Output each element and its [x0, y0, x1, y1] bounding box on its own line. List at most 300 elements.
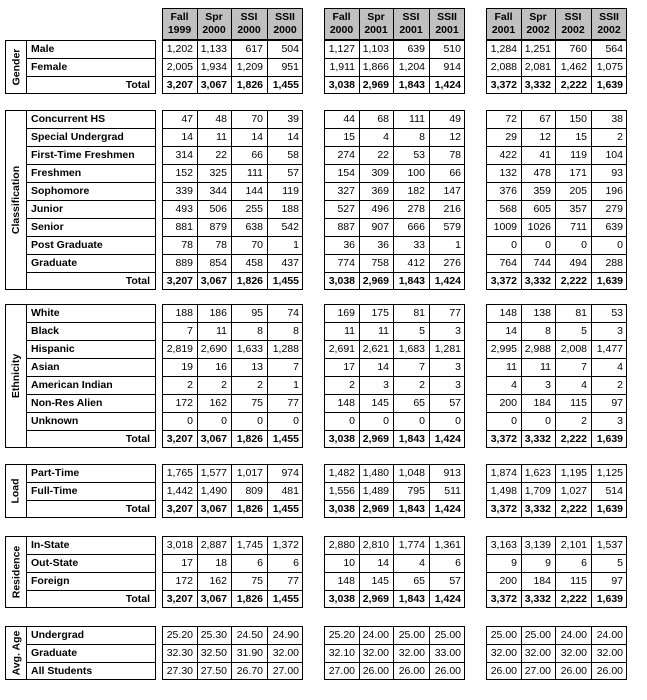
table-cell: 15 [575, 131, 587, 143]
table-cell: 437 [281, 257, 299, 269]
table-cell: 78 [215, 239, 227, 251]
section-title [5, 626, 27, 680]
table-cell: 26.00 [434, 665, 461, 677]
table-cell: 17 [343, 361, 355, 373]
section-title-text: Gender [10, 48, 23, 86]
table-cell: 1,639 [596, 593, 623, 605]
table-cell: 184 [533, 575, 551, 587]
table-cell: 2,621 [362, 343, 389, 355]
table-cell: 3 [383, 379, 389, 391]
table-cell: 147 [443, 185, 461, 197]
table-cell: 182 [407, 185, 425, 197]
table-cell: 344 [209, 185, 227, 197]
table-cell: 1,288 [272, 343, 299, 355]
table-cell: 1,843 [398, 503, 425, 515]
table-cell: 711 [570, 221, 587, 233]
table-cell: 2,969 [362, 593, 389, 605]
table-cell: 3,038 [328, 275, 355, 287]
table-cell: 1,372 [272, 539, 299, 551]
column-header-year: 1999 [167, 24, 192, 36]
column-divider [591, 304, 592, 448]
table-cell: 154 [337, 167, 355, 179]
table-cell: 1,480 [362, 467, 389, 479]
table-cell: 53 [413, 149, 425, 161]
table-cell: 25.20 [166, 629, 193, 641]
table-cell: 1,455 [272, 593, 299, 605]
table-cell: 68 [377, 113, 389, 125]
table-cell: 11 [506, 361, 517, 373]
column-divider [393, 536, 394, 608]
table-cell: 11 [216, 131, 227, 143]
column-divider [555, 626, 556, 680]
table-cell: 184 [533, 397, 551, 409]
column-divider [393, 304, 394, 448]
table-cell: 255 [245, 203, 263, 215]
table-cell: 666 [407, 221, 425, 233]
table-cell: 25.00 [434, 629, 461, 641]
table-cell: 369 [371, 185, 389, 197]
table-cell: 506 [209, 203, 227, 215]
row-label: Graduate [31, 257, 78, 269]
row-label: Asian [31, 361, 60, 373]
column-divider [231, 464, 232, 518]
table-cell: 605 [533, 203, 551, 215]
table-cell: 81 [413, 307, 425, 319]
table-cell: 3 [617, 415, 623, 427]
table-cell: 2,081 [524, 61, 551, 73]
table-cell: 78 [181, 239, 193, 251]
table-cell: 24.00 [560, 629, 587, 641]
table-cell: 77 [287, 575, 299, 587]
table-cell: 75 [251, 397, 263, 409]
table-cell: 11 [540, 361, 551, 373]
table-cell: 889 [175, 257, 193, 269]
table-cell: 3,207 [166, 593, 193, 605]
row-label: Full-Time [31, 485, 78, 497]
table-cell: 33.00 [434, 647, 461, 659]
table-cell: 26.70 [236, 665, 263, 677]
table-cell: 1,133 [200, 43, 227, 55]
table-cell: 65 [413, 575, 425, 587]
row-label: Black [31, 325, 60, 337]
table-cell: 169 [337, 307, 355, 319]
column-divider [197, 464, 198, 518]
table-cell: 8 [257, 325, 263, 337]
table-cell: 3,067 [200, 503, 227, 515]
column-header-year: 2001 [364, 24, 388, 36]
table-cell: 3,372 [490, 593, 517, 605]
table-cell: 0 [581, 239, 587, 251]
table-cell: 132 [499, 167, 517, 179]
table-cell: 2,880 [328, 539, 355, 551]
table-cell: 16 [215, 361, 227, 373]
table-cell: 97 [611, 397, 623, 409]
table-cell: 29 [505, 131, 517, 143]
table-cell: 2,810 [362, 539, 389, 551]
table-cell: 568 [499, 203, 517, 215]
table-cell: 481 [281, 485, 299, 497]
table-cell: 57 [449, 575, 461, 587]
row-label: In-State [31, 539, 70, 551]
table-cell: 148 [337, 575, 355, 587]
table-cell: 879 [209, 221, 227, 233]
table-cell: 0 [419, 415, 425, 427]
table-cell: 22 [215, 149, 227, 161]
table-cell: 3 [455, 361, 461, 373]
table-cell: 7 [581, 361, 587, 373]
table-cell: 12 [449, 131, 461, 143]
table-cell: 2 [257, 379, 263, 391]
row-label: Female [31, 61, 68, 73]
table-cell: 1,424 [434, 79, 461, 91]
total-row-label: Total [125, 593, 150, 605]
table-cell: 8 [419, 131, 425, 143]
table-cell: 93 [611, 167, 623, 179]
column-divider [555, 110, 556, 290]
table-cell: 44 [343, 113, 355, 125]
table-cell: 47 [181, 113, 193, 125]
table-cell: 278 [407, 203, 425, 215]
table-cell: 53 [611, 307, 623, 319]
table-cell: 564 [605, 43, 623, 55]
column-divider [591, 40, 592, 94]
header-group-border [324, 8, 465, 40]
table-cell: 14 [251, 131, 263, 143]
table-cell: 0 [221, 415, 227, 427]
row-label: All Students [31, 665, 93, 677]
table-cell: 854 [209, 257, 227, 269]
table-cell: 510 [443, 43, 461, 55]
table-cell: 4 [617, 361, 623, 373]
table-cell: 0 [257, 415, 263, 427]
table-cell: 1,826 [236, 275, 263, 287]
table-cell: 913 [443, 467, 461, 479]
table-cell: 2,088 [490, 61, 517, 73]
table-cell: 3,018 [166, 539, 193, 551]
table-cell: 27.30 [166, 665, 193, 677]
section-title [5, 304, 27, 448]
table-cell: 2,691 [328, 343, 355, 355]
column-divider [521, 304, 522, 448]
column-divider [429, 8, 430, 40]
table-cell: 3,207 [166, 433, 193, 445]
table-cell: 3,372 [490, 503, 517, 515]
table-cell: 32.00 [398, 647, 425, 659]
table-cell: 422 [499, 149, 517, 161]
column-divider [393, 110, 394, 290]
table-cell: 2,222 [560, 593, 587, 605]
table-cell: 115 [570, 397, 587, 409]
table-cell: 38 [611, 113, 623, 125]
table-cell: 3,038 [328, 433, 355, 445]
table-cell: 1,639 [596, 503, 623, 515]
table-cell: 22 [377, 149, 389, 161]
table-cell: 1,361 [434, 539, 461, 551]
column-divider [555, 40, 556, 94]
table-cell: 14 [377, 361, 389, 373]
column-divider [197, 304, 198, 448]
column-header-year: 2000 [273, 24, 297, 36]
table-cell: 1,866 [362, 61, 389, 73]
table-cell: 7 [187, 325, 193, 337]
table-cell: 1,284 [490, 43, 517, 55]
table-cell: 27.00 [272, 665, 299, 677]
table-cell: 3 [545, 379, 551, 391]
total-row-label: Total [125, 433, 150, 445]
table-cell: 1,442 [166, 485, 193, 497]
table-cell: 18 [215, 557, 227, 569]
table-cell: 514 [605, 485, 623, 497]
table-cell: 881 [175, 221, 193, 233]
table-cell: 2,222 [560, 275, 587, 287]
column-divider [231, 40, 232, 94]
table-cell: 1,774 [398, 539, 425, 551]
table-cell: 66 [251, 149, 263, 161]
table-cell: 188 [175, 307, 193, 319]
table-cell: 638 [245, 221, 263, 233]
table-cell: 17 [181, 557, 193, 569]
table-cell: 0 [349, 415, 355, 427]
table-cell: 9 [511, 557, 517, 569]
table-cell: 32.50 [200, 647, 227, 659]
table-cell: 1,490 [200, 485, 227, 497]
table-cell: 744 [533, 257, 551, 269]
table-cell: 77 [287, 397, 299, 409]
table-cell: 1,482 [328, 467, 355, 479]
table-cell: 2,969 [362, 275, 389, 287]
table-cell: 1,462 [560, 61, 587, 73]
column-divider [231, 304, 232, 448]
table-cell: 1,911 [329, 61, 355, 73]
table-cell: 2 [349, 379, 355, 391]
column-divider [393, 40, 394, 94]
column-header-term: SSII [275, 11, 295, 23]
column-divider [267, 40, 268, 94]
row-label: American Indian [31, 379, 113, 391]
table-cell: 27.00 [524, 665, 551, 677]
table-cell: 200 [499, 575, 517, 587]
table-cell: 6 [257, 557, 263, 569]
table-cell: 14 [505, 325, 517, 337]
table-cell: 1,633 [236, 343, 263, 355]
column-divider [591, 110, 592, 290]
table-cell: 5 [419, 325, 425, 337]
table-cell: 1,826 [236, 593, 263, 605]
table-cell: 1,455 [272, 503, 299, 515]
table-cell: 115 [570, 575, 587, 587]
table-cell: 1,209 [236, 61, 263, 73]
table-cell: 70 [251, 239, 263, 251]
column-divider [555, 304, 556, 448]
header-group-border [486, 8, 627, 40]
column-divider [197, 110, 198, 290]
table-cell: 14 [181, 131, 193, 143]
column-header-term: SSI [402, 11, 420, 23]
table-cell: 1,537 [596, 539, 623, 551]
table-cell: 3,067 [200, 593, 227, 605]
column-divider [393, 464, 394, 518]
column-divider [521, 536, 522, 608]
table-cell: 97 [611, 575, 623, 587]
table-cell: 3,067 [200, 433, 227, 445]
column-divider [231, 8, 232, 40]
table-cell: 3,038 [328, 79, 355, 91]
table-cell: 145 [371, 397, 389, 409]
table-cell: 907 [371, 221, 389, 233]
table-cell: 186 [209, 307, 227, 319]
table-cell: 2,969 [362, 433, 389, 445]
table-cell: 2 [617, 131, 623, 143]
table-cell: 2,969 [362, 503, 389, 515]
table-cell: 6 [455, 557, 461, 569]
table-cell: 2,995 [490, 343, 517, 355]
column-header-year: 2000 [202, 24, 226, 36]
column-divider [555, 8, 556, 40]
table-cell: 2,988 [524, 343, 551, 355]
table-cell: 3,038 [328, 593, 355, 605]
table-cell: 2,222 [560, 503, 587, 515]
table-cell: 3,067 [200, 79, 227, 91]
table-cell: 111 [247, 167, 263, 179]
table-cell: 1026 [527, 221, 551, 233]
column-divider [429, 304, 430, 448]
table-cell: 5 [581, 325, 587, 337]
table-cell: 2 [581, 415, 587, 427]
table-cell: 11 [216, 325, 227, 337]
column-divider [359, 304, 360, 448]
table-cell: 2,969 [362, 79, 389, 91]
table-cell: 25.00 [490, 629, 517, 641]
column-divider [197, 8, 198, 40]
table-cell: 32.10 [328, 647, 355, 659]
table-cell: 0 [293, 415, 299, 427]
table-cell: 138 [533, 307, 551, 319]
table-cell: 1,048 [398, 467, 425, 479]
table-cell: 25.00 [398, 629, 425, 641]
column-header-term: Spr [367, 11, 385, 23]
table-cell: 542 [281, 221, 299, 233]
table-cell: 26.00 [398, 665, 425, 677]
table-cell: 9 [545, 557, 551, 569]
table-cell: 3 [455, 379, 461, 391]
table-cell: 32.00 [362, 647, 389, 659]
table-cell: 188 [281, 203, 299, 215]
table-cell: 274 [337, 149, 355, 161]
table-cell: 25.00 [524, 629, 551, 641]
table-cell: 32.00 [560, 647, 587, 659]
table-cell: 974 [281, 467, 299, 479]
table-cell: 2 [617, 379, 623, 391]
table-cell: 24.00 [362, 629, 389, 641]
table-cell: 41 [539, 149, 551, 161]
section-title [5, 110, 27, 290]
table-cell: 6 [293, 557, 299, 569]
table-cell: 148 [499, 307, 517, 319]
table-cell: 1,017 [236, 467, 263, 479]
column-header-year: 2002 [561, 24, 585, 36]
table-cell: 764 [499, 257, 517, 269]
row-label: Foreign [31, 575, 70, 587]
table-cell: 31.90 [236, 647, 263, 659]
table-cell: 26.00 [490, 665, 517, 677]
table-cell: 1,204 [398, 61, 425, 73]
table-cell: 3,372 [490, 275, 517, 287]
table-cell: 1,027 [560, 485, 587, 497]
table-cell: 1,683 [398, 343, 425, 355]
table-cell: 1,639 [596, 275, 623, 287]
table-cell: 2,005 [166, 61, 193, 73]
column-divider [197, 40, 198, 94]
table-cell: 951 [281, 61, 299, 73]
table-cell: 279 [605, 203, 623, 215]
table-cell: 1,424 [434, 503, 461, 515]
column-divider [231, 626, 232, 680]
table-cell: 11 [378, 325, 389, 337]
section-title-text: Ethnicity [10, 353, 22, 399]
table-cell: 2 [221, 379, 227, 391]
column-header-year: 2001 [491, 24, 516, 36]
table-cell: 1,125 [596, 467, 623, 479]
column-divider [521, 110, 522, 290]
table-cell: 25.30 [200, 629, 227, 641]
table-cell: 172 [175, 397, 193, 409]
table-cell: 288 [605, 257, 623, 269]
table-cell: 0 [187, 415, 193, 427]
column-header-year: 2001 [399, 24, 423, 36]
table-cell: 1,577 [200, 467, 227, 479]
table-cell: 376 [499, 185, 517, 197]
table-cell: 3,332 [524, 79, 551, 91]
table-cell: 7 [293, 361, 299, 373]
table-cell: 1009 [493, 221, 517, 233]
table-cell: 0 [383, 415, 389, 427]
table-cell: 8 [545, 325, 551, 337]
table-cell: 617 [245, 43, 263, 55]
table-cell: 2,819 [166, 343, 193, 355]
table-cell: 12 [539, 131, 551, 143]
table-cell: 4 [581, 379, 587, 391]
table-cell: 1,455 [272, 275, 299, 287]
table-cell: 36 [377, 239, 389, 251]
table-cell: 2,690 [200, 343, 227, 355]
table-cell: 1,639 [596, 433, 623, 445]
table-cell: 327 [337, 185, 355, 197]
column-header-term: Spr [205, 11, 223, 23]
table-cell: 2,008 [560, 343, 587, 355]
table-cell: 24.00 [596, 629, 623, 641]
table-cell: 14 [377, 557, 389, 569]
section-title-text: Residence [10, 545, 22, 599]
table-cell: 639 [407, 43, 425, 55]
row-label: First-Time Freshmen [31, 149, 135, 161]
table-cell: 458 [245, 257, 263, 269]
table-cell: 205 [569, 185, 587, 197]
column-header-year: 2000 [329, 24, 354, 36]
table-cell: 24.90 [272, 629, 299, 641]
table-cell: 1,843 [398, 593, 425, 605]
column-header-term: SSI [240, 11, 258, 23]
table-cell: 119 [570, 149, 587, 161]
table-cell: 2,222 [560, 79, 587, 91]
table-cell: 32.00 [490, 647, 517, 659]
table-cell: 58 [287, 149, 299, 161]
column-divider [591, 8, 592, 40]
table-cell: 66 [449, 167, 461, 179]
row-label: Part-Time [31, 467, 80, 479]
table-cell: 32.30 [166, 647, 193, 659]
table-cell: 1,424 [434, 275, 461, 287]
column-divider [231, 536, 232, 608]
